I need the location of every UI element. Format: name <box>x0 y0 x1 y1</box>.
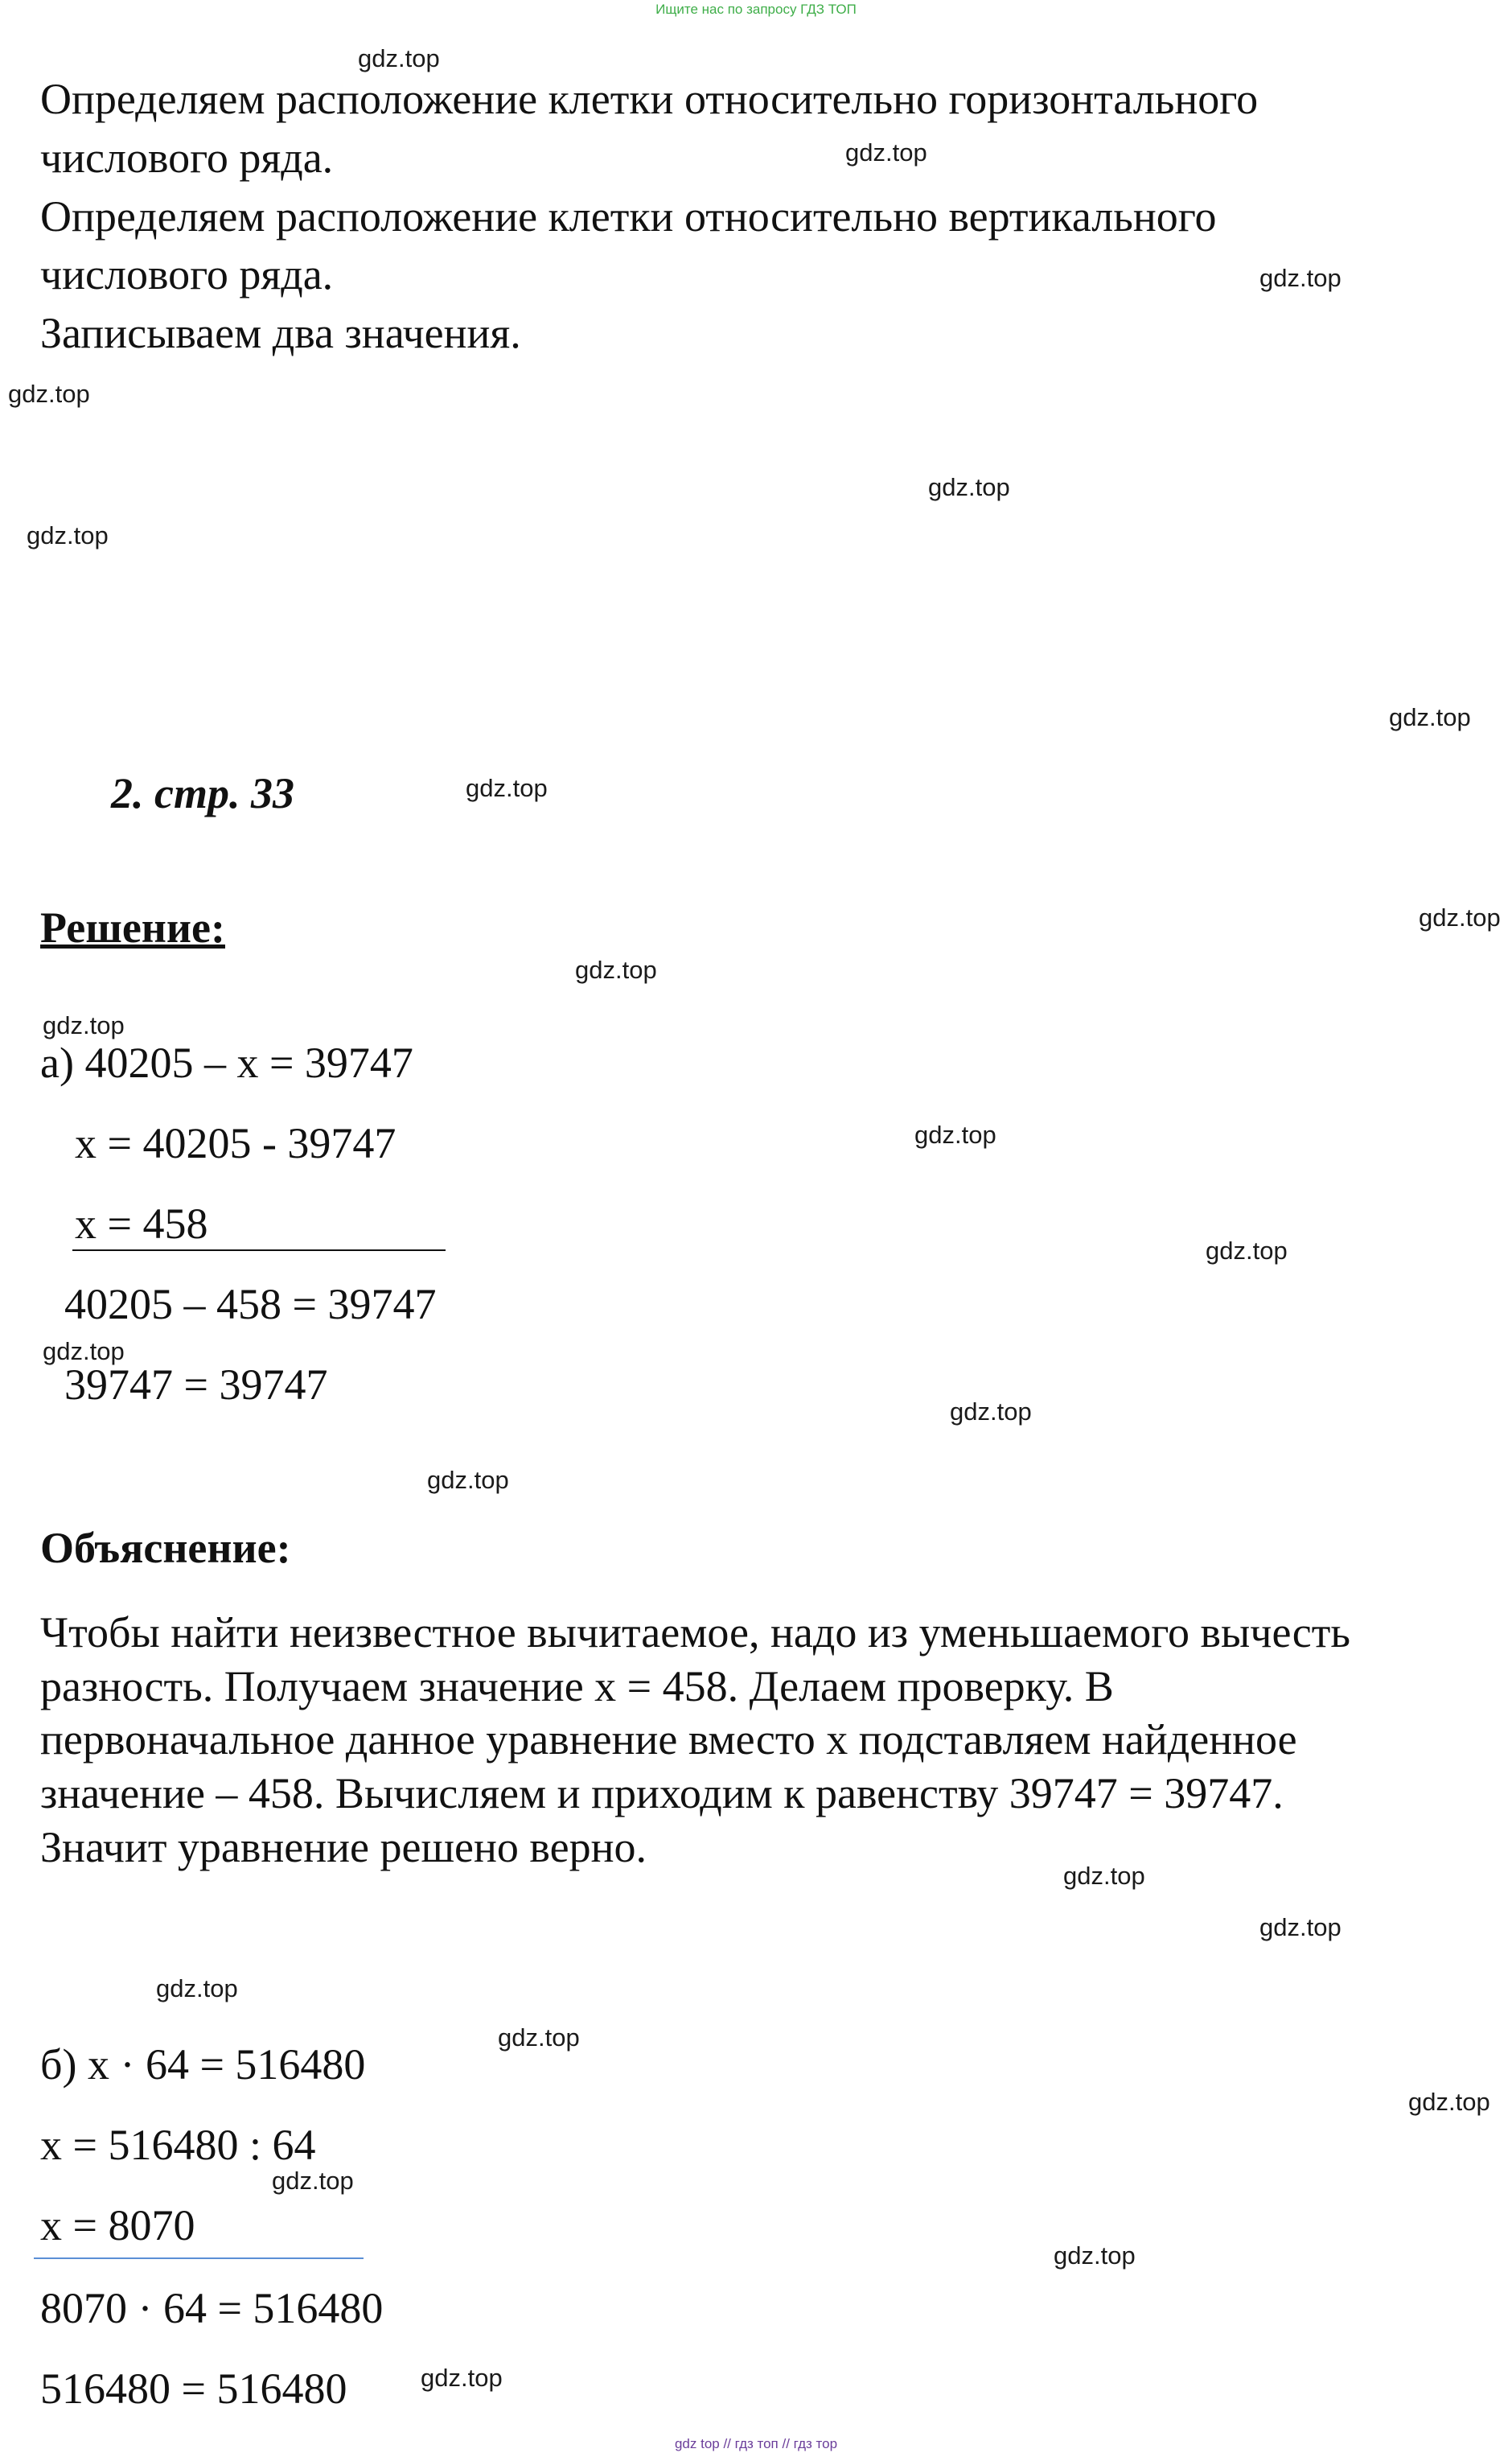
watermark: gdz.top <box>8 380 90 408</box>
task-heading: 2. стр. 33 <box>111 769 294 817</box>
watermark: gdz.top <box>914 1121 996 1149</box>
watermark: gdz.top <box>1389 703 1471 731</box>
watermark: gdz.top <box>466 774 548 802</box>
watermark: gdz.top <box>272 2167 354 2195</box>
check-line: 8070 · 64 = 516480 <box>40 2284 384 2332</box>
check-line: 516480 = 516480 <box>40 2364 347 2413</box>
watermark: gdz.top <box>1063 1862 1145 1890</box>
explanation-line: Чтобы найти неизвестное вычитаемое, надо из уменьшаемого вычесть <box>40 1608 1350 1657</box>
answer-underline <box>72 1249 446 1251</box>
explanation-line: Значит уравнение решено верно. <box>40 1823 647 1871</box>
explanation-heading: Объяснение: <box>40 1524 291 1572</box>
explanation-line: первоначальное данное уравнение вместо х подставляем найденное <box>40 1715 1297 1764</box>
watermark: gdz.top <box>1206 1237 1288 1265</box>
watermark: gdz.top <box>950 1397 1032 1426</box>
solution-heading: Решение: <box>40 903 225 952</box>
equation-answer: х = 8070 <box>40 2201 195 2249</box>
equation-line: а) 40205 – х = 39747 <box>40 1039 413 1087</box>
intro-line: числового ряда. <box>40 250 334 298</box>
equation-line: б) х · 64 = 516480 <box>40 2040 366 2089</box>
top-search-note: Ищите нас по запросу ГДЗ ТОП <box>655 2 857 17</box>
intro-line: числового ряда. <box>40 134 334 182</box>
watermark: gdz.top <box>928 473 1010 501</box>
equation-line: х = 40205 - 39747 <box>75 1119 396 1167</box>
watermark: gdz.top <box>43 1011 125 1039</box>
watermark: gdz.top <box>421 2364 503 2392</box>
explanation-line: значение – 458. Вычисляем и приходим к равенству 39747 = 39747. <box>40 1769 1284 1817</box>
intro-line: Записываем два значения. <box>40 309 521 357</box>
watermark: gdz.top <box>156 1974 238 2002</box>
equation-line: х = 516480 : 64 <box>40 2121 316 2169</box>
watermark: gdz.top <box>1259 1913 1341 1941</box>
watermark: gdz.top <box>1054 2241 1136 2270</box>
watermark: gdz.top <box>498 2023 580 2052</box>
watermark: gdz.top <box>575 956 657 984</box>
equation-answer: х = 458 <box>75 1200 208 1248</box>
watermark: gdz.top <box>427 1466 509 1494</box>
intro-line: Определяем расположение клетки относительно горизонтального <box>40 75 1259 123</box>
watermark: gdz.top <box>27 521 109 549</box>
watermark: gdz.top <box>1259 264 1341 292</box>
intro-line: Определяем расположение клетки относительно вертикального <box>40 192 1217 241</box>
explanation-line: разность. Получаем значение х = 458. Делаем проверку. В <box>40 1662 1114 1710</box>
watermark: gdz.top <box>358 44 440 72</box>
watermark: gdz.top <box>1408 2088 1490 2116</box>
footer-links: gdz top // гдз топ // гдз тор <box>674 2436 838 2451</box>
watermark: gdz.top <box>1419 903 1501 932</box>
check-line: 40205 – 458 = 39747 <box>64 1280 437 1328</box>
watermark: gdz.top <box>845 138 927 167</box>
check-line: 39747 = 39747 <box>64 1360 328 1409</box>
watermark: gdz.top <box>43 1337 125 1365</box>
answer-underline <box>34 2257 364 2259</box>
